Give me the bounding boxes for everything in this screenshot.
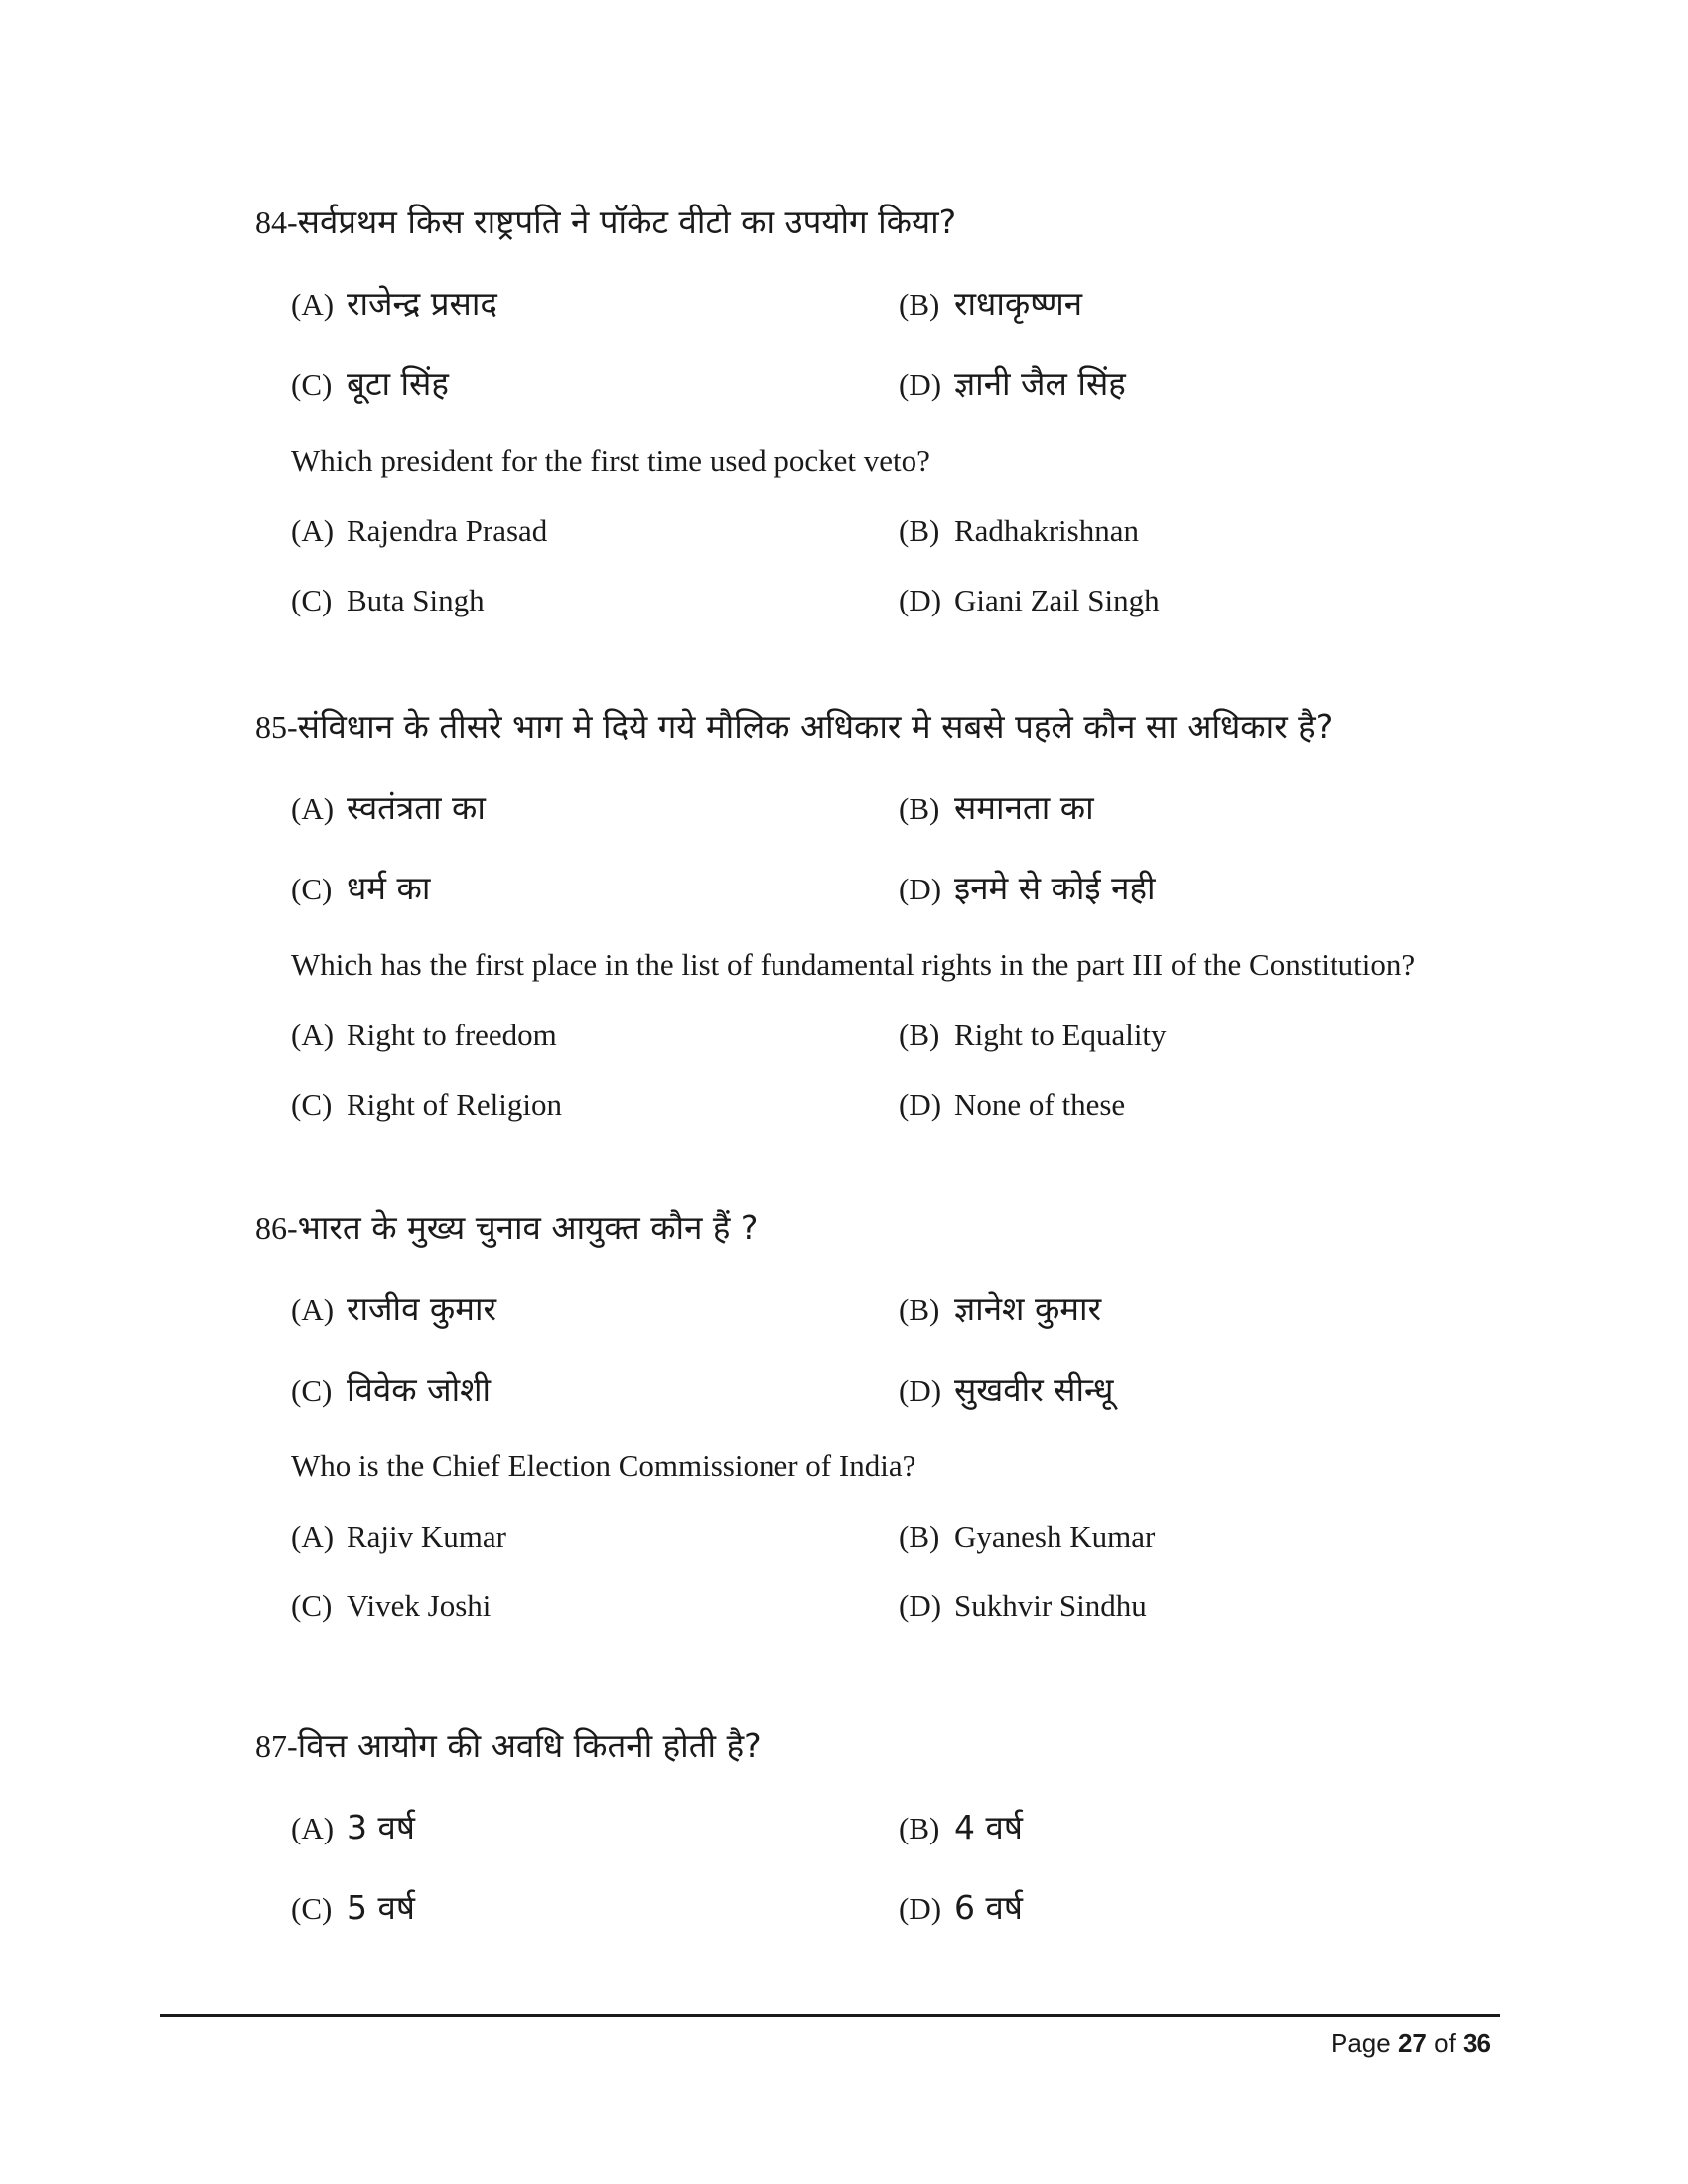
option-86-hi-d: (D) सुखवीर सीन्धू bbox=[899, 1370, 1114, 1409]
page-number: Page 27 of 36 bbox=[1331, 2028, 1491, 2058]
option-86-hi-c: (C) विवेक जोशी bbox=[291, 1370, 492, 1409]
question-86-english: Who is the Chief Election Commissioner of India? bbox=[291, 1448, 916, 1483]
option-87-hi-c: (C) 5 वर्ष bbox=[291, 1888, 415, 1927]
footer-divider bbox=[160, 2014, 1500, 2017]
question-85-hindi: 85-संविधान के तीसरे भाग मे दिये गये मौलिक अधिकार मे सबसे पहले कौन सा अधिकार है? bbox=[255, 707, 1334, 746]
option-86-en-b: (B) Gyanesh Kumar bbox=[899, 1519, 1156, 1554]
option-84-en-d: (D) Giani Zail Singh bbox=[899, 583, 1160, 617]
question-86-hindi: 86-भारत के मुख्य चुनाव आयुक्त कौन हैं ? bbox=[255, 1208, 759, 1247]
option-84-en-b: (B) Radhakrishnan bbox=[899, 513, 1139, 548]
option-85-en-c: (C) Right of Religion bbox=[291, 1087, 562, 1122]
question-87-hindi: 87-वित्त आयोग की अवधि कितनी होती है? bbox=[255, 1726, 762, 1765]
option-85-hi-d: (D) इनमे से कोई नही bbox=[899, 869, 1156, 907]
option-86-hi-b: (B) ज्ञानेश कुमार bbox=[899, 1290, 1102, 1328]
option-87-hi-a: (A) 3 वर्ष bbox=[291, 1808, 415, 1846]
option-84-hi-d: (D) ज्ञानी जैल सिंह bbox=[899, 364, 1126, 403]
option-85-hi-b: (B) समानता का bbox=[899, 788, 1094, 827]
question-85-english: Which has the first place in the list of fundamental rights in the part III of the Constitution? bbox=[291, 947, 1416, 982]
option-84-en-a: (A) Rajendra Prasad bbox=[291, 513, 548, 548]
question-84-hindi: 84-सर्वप्रथम किस राष्ट्रपति ने पॉकेट वीटो का उपयोग किया? bbox=[255, 203, 957, 241]
option-86-en-c: (C) Vivek Joshi bbox=[291, 1588, 492, 1623]
option-85-hi-c: (C) धर्म का bbox=[291, 869, 431, 907]
option-85-hi-a: (A) स्वतंत्रता का bbox=[291, 788, 486, 827]
option-85-en-d: (D) None of these bbox=[899, 1087, 1126, 1122]
option-85-en-a: (A) Right to freedom bbox=[291, 1018, 557, 1052]
option-84-en-c: (C) Buta Singh bbox=[291, 583, 485, 617]
option-84-hi-b: (B) राधाकृष्णन bbox=[899, 284, 1083, 323]
option-86-en-a: (A) Rajiv Kumar bbox=[291, 1519, 506, 1554]
option-84-hi-a: (A) राजेन्द्र प्रसाद bbox=[291, 284, 497, 323]
option-86-en-d: (D) Sukhvir Sindhu bbox=[899, 1588, 1147, 1623]
option-86-hi-a: (A) राजीव कुमार bbox=[291, 1290, 497, 1328]
option-87-hi-b: (B) 4 वर्ष bbox=[899, 1808, 1023, 1846]
question-84-english: Which president for the first time used pocket veto? bbox=[291, 443, 930, 478]
option-87-hi-d: (D) 6 वर्ष bbox=[899, 1888, 1023, 1927]
option-84-hi-c: (C) बूटा सिंह bbox=[291, 364, 449, 403]
option-85-en-b: (B) Right to Equality bbox=[899, 1018, 1167, 1052]
